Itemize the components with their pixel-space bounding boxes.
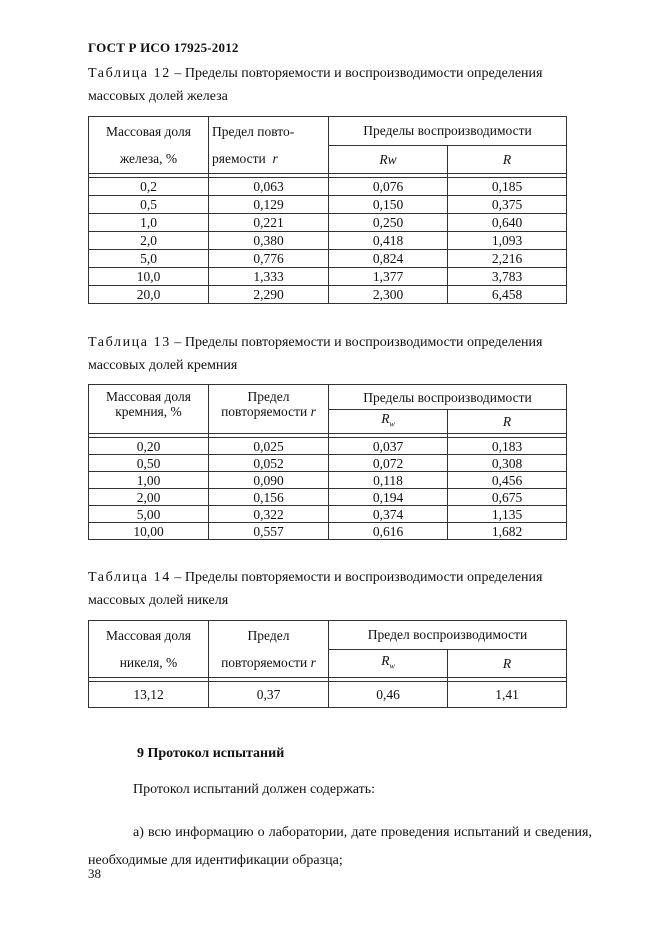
table-cell: 2,290 [209,286,329,304]
table-cell: 6,458 [448,286,567,304]
table12-label: Таблица 12 [88,66,171,81]
table-cell: 1,0 [89,214,209,232]
table-row [89,196,567,214]
table14-col2-symbol: r [310,655,316,670]
table13-caption [88,331,592,377]
table-cell: 0,118 [329,472,448,489]
table12-subheader-rw: Rw [329,145,448,174]
table-cell: 0,50 [89,455,209,472]
table-cell: 0,250 [329,214,448,232]
table-cell: 0,322 [209,506,329,523]
table13-subheader-rw-main: R [381,411,390,427]
table-cell: 0,557 [209,523,329,540]
table14-subheader-r: R [448,649,567,678]
table-cell: 0,072 [329,455,448,472]
table-cell: 0,37 [209,682,329,708]
table-cell: 0,5 [89,196,209,214]
table14-subheader-rw-main: R [381,652,390,668]
table12-col1-header [89,117,209,174]
table-cell: 0,675 [448,489,567,506]
table-cell: 0,46 [329,682,448,708]
table-cell: 20,0 [89,286,209,304]
table-cell: 2,0 [89,232,209,250]
table-cell: 0,129 [209,196,329,214]
section-title: 9 Протокол испытаний [137,746,285,761]
table-cell: 1,41 [448,682,567,708]
table14-caption [88,566,592,612]
table-row [89,682,567,708]
table14 [88,620,567,708]
table13-label: Таблица 13 [88,335,171,350]
table-cell: 5,0 [89,250,209,268]
table12-col1-header-line2: железа, % [119,151,178,166]
table-row [89,438,567,455]
table-cell: 0,194 [329,489,448,506]
table-row [89,472,567,489]
table-cell: 0,616 [329,523,448,540]
table-cell: 0,418 [329,232,448,250]
table-cell: 0,308 [448,455,567,472]
table-cell: 0,063 [209,178,329,196]
table-cell: 0,185 [448,178,567,196]
table-cell: 2,00 [89,489,209,506]
table-cell: 0,090 [209,472,329,489]
table-cell: 0,2 [89,178,209,196]
table-row [89,178,567,196]
table13-subheader-rw-sub: w [389,419,395,429]
table13-subheader-r: R [448,410,567,434]
table-cell: 1,093 [448,232,567,250]
table-row [89,232,567,250]
table-cell: 0,037 [329,438,448,455]
table13-col1-header [89,385,209,434]
table-row [89,489,567,506]
table-cell: 1,377 [329,268,448,286]
table14-subheader-rw [329,649,448,678]
table14-col1-header [89,621,209,678]
section-item-a [88,819,592,875]
table14-col1-header-line1: Массовая доля [106,628,191,643]
table-cell: 0,640 [448,214,567,232]
table-cell: 5,00 [89,506,209,523]
table-row [89,523,567,540]
table12-col2-symbol: r [272,151,278,166]
table-cell: 0,025 [209,438,329,455]
table14-col2-header-line2: повторяемости [221,655,308,670]
table-cell: 0,456 [448,472,567,489]
table-cell: 0,375 [448,196,567,214]
table-cell: 0,150 [329,196,448,214]
table13-caption-text: – Пределы повторяемости и воспроизводимости определения массовых долей кремния [88,335,543,373]
table14-col2-header [209,621,329,678]
table-row [89,506,567,523]
table-row [89,286,567,304]
table13-col2-symbol: r [310,404,316,419]
table13-subheader-rw [329,410,448,434]
table-cell: 1,135 [448,506,567,523]
table-cell: 1,333 [209,268,329,286]
table12-caption-text: – Пределы повторяемости и воспроизводимости определения массовых долей железа [88,66,543,104]
table12 [88,116,567,304]
table-row [89,268,567,286]
table12-col2-header-line2: ряемости [212,151,266,166]
table-cell: 10,0 [89,268,209,286]
table-cell: 0,824 [329,250,448,268]
table12-group-header: Пределы воспроизводимости [329,117,567,146]
table-cell: 10,00 [89,523,209,540]
table-row [89,455,567,472]
table12-subheader-r: R [448,145,567,174]
table13 [88,384,567,540]
table12-col2-header-line1: Предел повто- [212,124,295,139]
table-cell: 0,183 [448,438,567,455]
table13-col1-header-line2: кремния, % [115,404,182,419]
table-cell: 2,300 [329,286,448,304]
table-cell: 0,374 [329,506,448,523]
table14-subheader-rw-sub: w [389,661,395,671]
table13-col1-header-line1: Массовая доля [106,389,191,404]
table-cell: 0,052 [209,455,329,472]
document-header: ГОСТ Р ИСО 17925-2012 [88,40,239,55]
table13-col2-header-line2: повторяемости [221,404,308,419]
table-row [89,214,567,232]
table-cell: 0,076 [329,178,448,196]
table13-col2-header [209,385,329,434]
table14-group-header: Предел воспроизводимости [329,621,567,650]
table12-caption [88,62,592,108]
table14-label: Таблица 14 [88,570,171,585]
table-cell: 0,156 [209,489,329,506]
table12-col2-header [209,117,329,174]
table-cell: 1,00 [89,472,209,489]
table14-caption-text: – Пределы повторяемости и воспроизводимости определения массовых долей никеля [88,570,543,608]
section-intro: Протокол испытаний должен содержать: [133,782,376,797]
table-cell: 0,221 [209,214,329,232]
table-cell: 1,682 [448,523,567,540]
table-cell: 0,776 [209,250,329,268]
table-row [89,250,567,268]
table12-col1-header-line1: Массовая доля [106,124,191,139]
section-item-a-text: а) всю информацию о лаборатории, дате проведения испытаний и сведения, необходимые для идентификации образца; [88,825,592,868]
table14-col1-header-line2: никеля, % [119,655,178,670]
table13-group-header: Пределы воспроизводимости [329,385,567,410]
table-cell: 2,216 [448,250,567,268]
table-cell: 3,783 [448,268,567,286]
table14-col2-header-line1: Предел [247,628,290,643]
table-cell: 0,380 [209,232,329,250]
table13-col2-header-line1: Предел [247,389,290,404]
table-cell: 0,20 [89,438,209,455]
table-cell: 13,12 [89,682,209,708]
page-number: 38 [88,866,101,881]
